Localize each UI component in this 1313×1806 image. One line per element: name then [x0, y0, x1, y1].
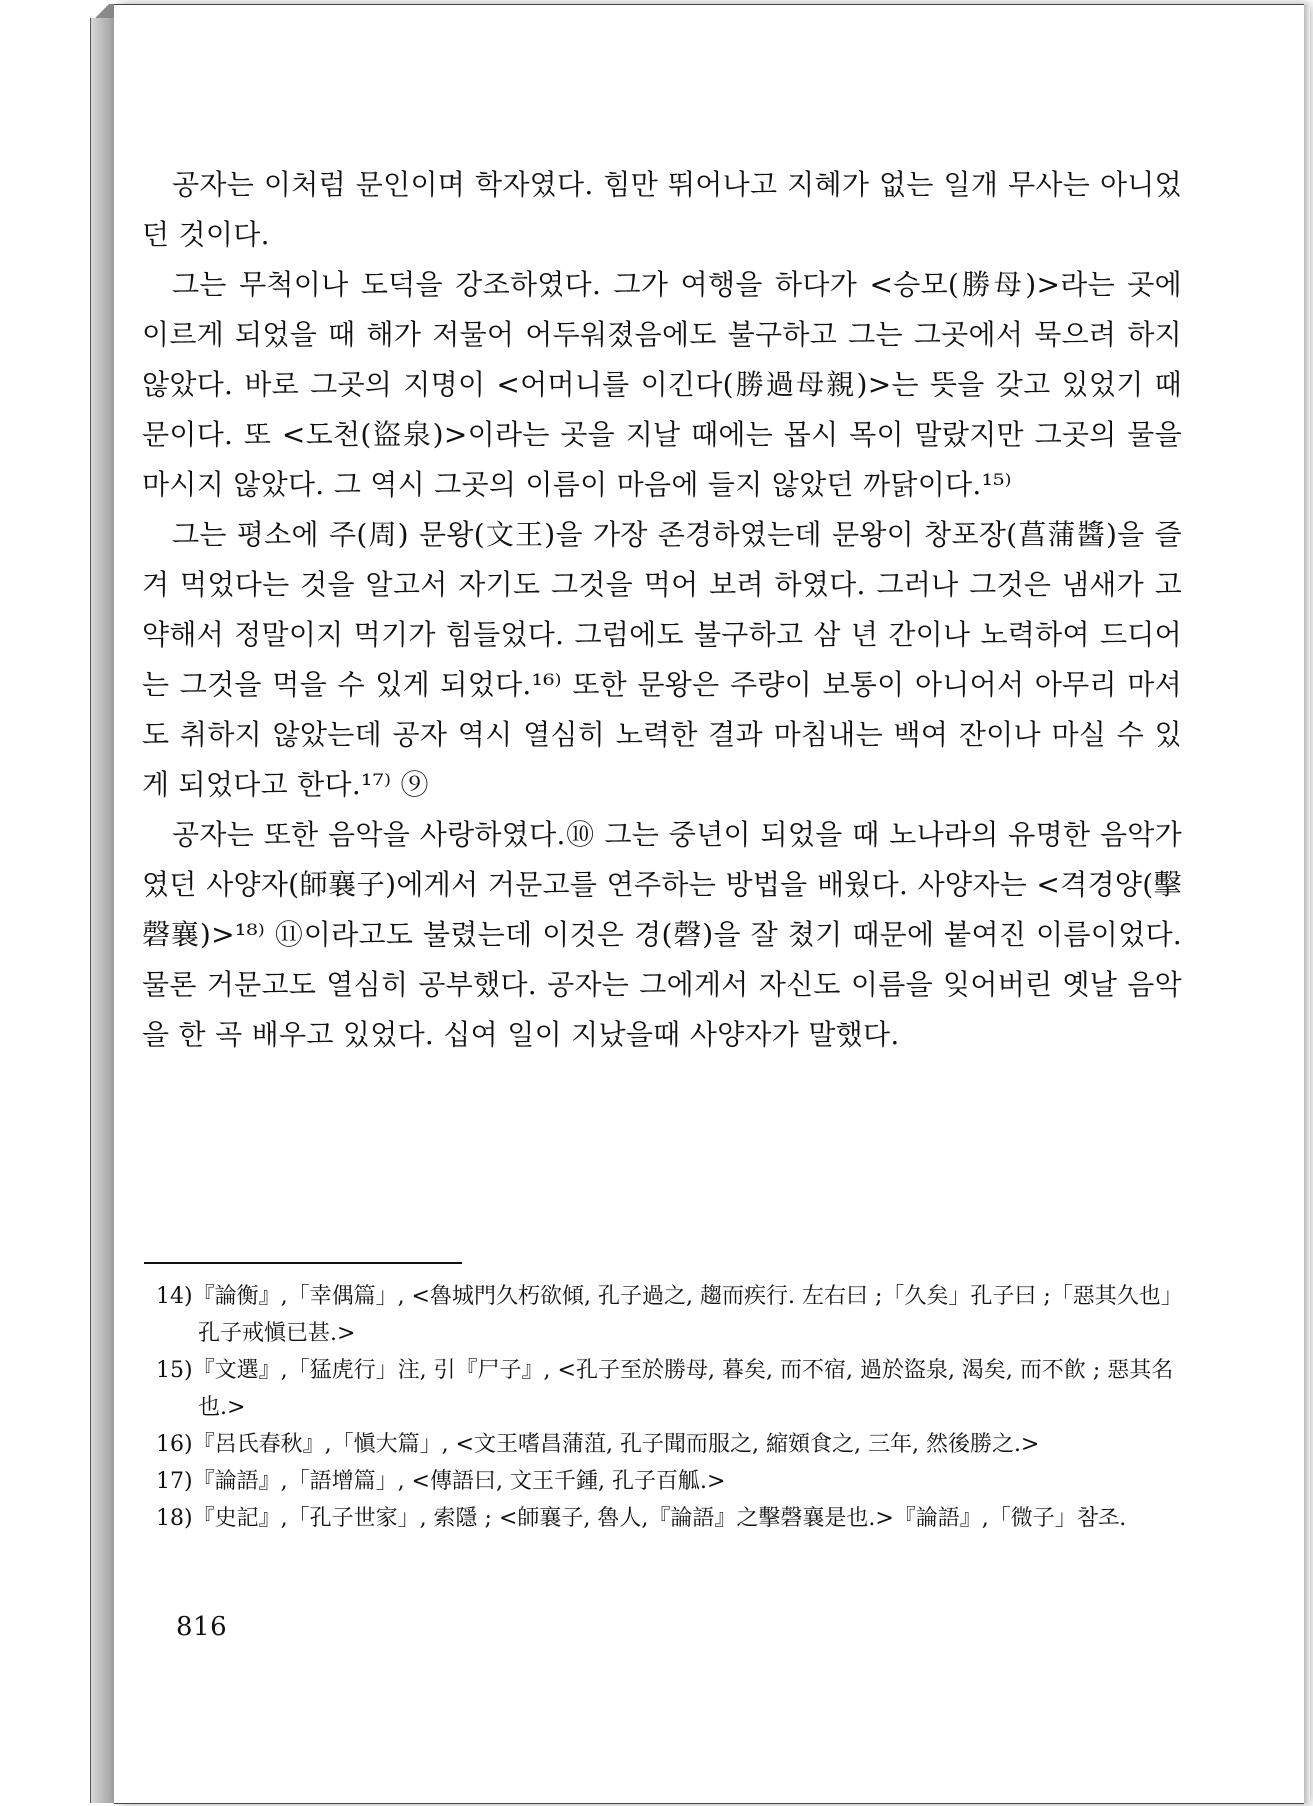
footnote-15: 15)『文選』,「猛虎行」注, 引『尸子』, <孔子至於勝母, 暮矣, 而不宿, 過於盜泉, 渴矣, 而不飮 ; 惡其名也.> — [156, 1358, 1174, 1420]
paragraph-2: 그는 무척이나 도덕을 강조하였다. 그가 여행을 하다가 <승모(勝母)>라는 곳에 이르게 되었을 때 해가 저물어 어두워졌음에도 불구하고 그는 그곳에서 묵으려 하지 않았다. 바로 그곳의 지명이 <어머니를 이긴다(勝過母親)>는 뜻을 갖고 있었기 때문이다. 또 <도천(盜泉)>이라는 곳을 지날 때에는 몹시 목이 말랐지만 그곳의 물을 마시지 않았다. 그 역시 그곳의 이름이 마음에 들지 않았던 까닭이다.¹⁵⁾ — [142, 268, 1182, 501]
paragraph-4: 공자는 또한 음악을 사랑하였다.⑩ 그는 중년이 되었을 때 노나라의 유명한 음악가였던 사양자(師襄子)에게서 거문고를 연주하는 방법을 배웠다. 사양자는 <격경양(擊磬襄)>¹⁸⁾ ⑪이라고도 불렸는데 이것은 경(磬)을 잘 쳤기 때문에 붙여진 이름이었다. 물론 거문고도 열심히 공부했다. 공자는 그에게서 자신도 이름을 잊어버린 옛날 음악을 한 곡 배우고 있었다. 십여 일이 지났을때 사양자가 말했다. — [142, 818, 1182, 1051]
footnote-16: 16)『呂氏春秋』,「愼大篇」, <文王嗜昌蒲菹, 孔子聞而服之, 縮頞食之, 三年, 然後勝之.> — [156, 1432, 1040, 1457]
paragraph-1: 공자는 이처럼 문인이며 학자였다. 힘만 뛰어나고 지혜가 없는 일개 무사는 아니었던 것이다. — [142, 168, 1182, 251]
paragraph-3: 그는 평소에 주(周) 문왕(文王)을 가장 존경하였는데 문왕이 창포장(菖蒲醬)을 즐겨 먹었다는 것을 알고서 자기도 그것을 먹어 보려 하였다. 그러나 그것은 냄새가 고약해서 정말이지 먹기가 힘들었다. 그럼에도 불구하고 삼 년 간이나 노력하여 드디어는 그것을 먹을 수 있게 되었다.¹⁶⁾ 또한 문왕은 주량이 보통이 아니어서 아무리 마셔도 취하지 않았는데 공자 역시 열심히 노력한 결과 마침내는 백여 잔이나 마실 수 있게 되었다고 한다.¹⁷⁾ ⑨ — [142, 518, 1182, 801]
body-text — [142, 160, 1182, 1060]
footnote-17: 17)『論語』,「語增篇」, <傳語曰, 文王千鍾, 孔子百觚.> — [156, 1469, 726, 1494]
footnote-divider — [144, 1262, 462, 1264]
footnote-18: 18)『史記』,「孔子世家」, 索隱 ; <師襄子, 魯人,『論語』之擊磬襄是也.>『論語』,「微子」참조. — [156, 1506, 1127, 1531]
footnotes — [156, 1278, 1196, 1537]
footnote-14: 14)『論衡』,「幸偶篇」, <魯城門久朽欲傾, 孔子過之, 趨而疾行. 左右曰 ;「久矣」孔子曰 ;「惡其久也」孔子戒愼已甚.> — [156, 1284, 1183, 1346]
book-spine-edge — [90, 4, 115, 1803]
page-number: 816 — [176, 1612, 228, 1642]
